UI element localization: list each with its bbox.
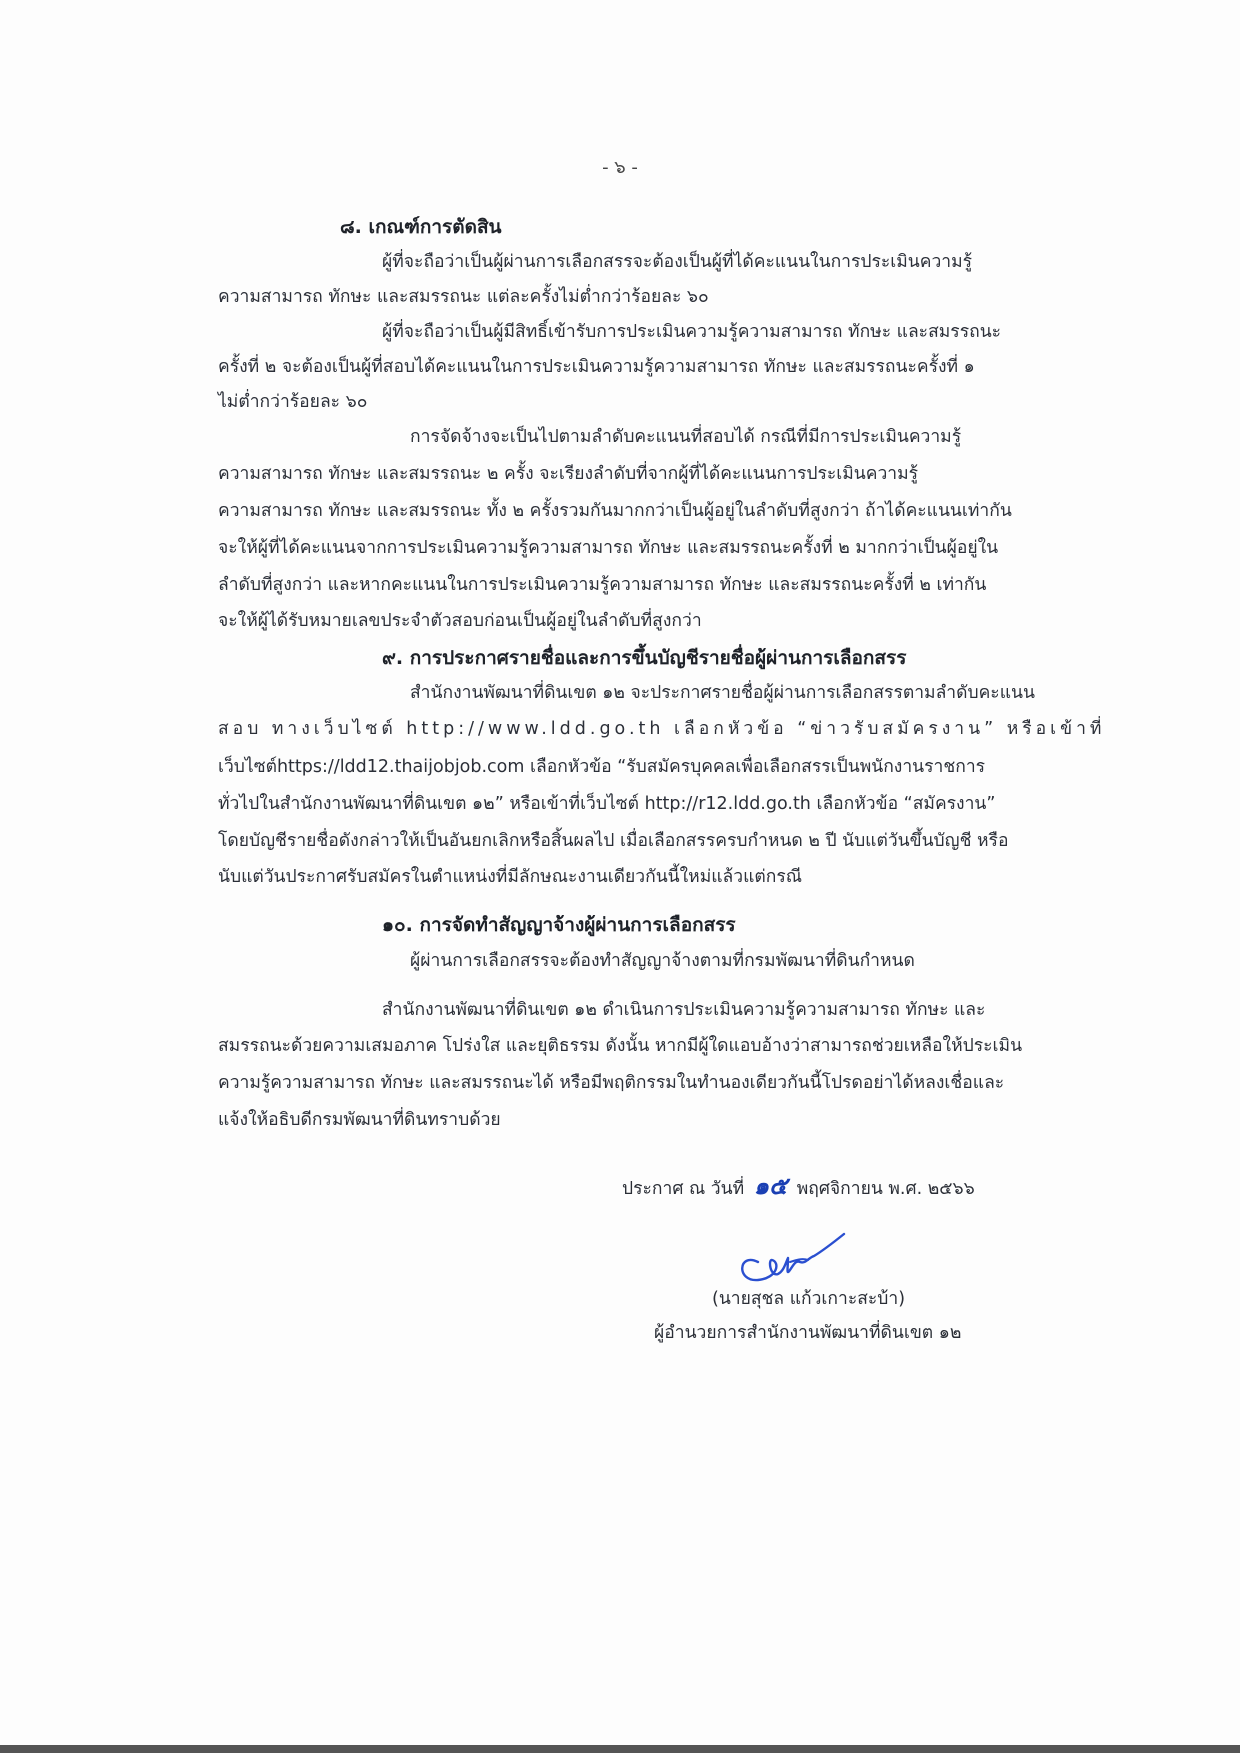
closing-line: แจ้งให้อธิบดีกรมพัฒนาที่ดินทราบด้วย xyxy=(218,1110,501,1130)
scan-bottom-edge xyxy=(0,1745,1240,1753)
section-8-line: การจัดจ้างจะเป็นไปตามลำดับคะแนนที่สอบได้ กรณีที่มีการประเมินความรู้ xyxy=(410,427,962,447)
section-8-line: ความสามารถ ทักษะ และสมรรถนะ ทั้ง ๒ ครั้งรวมกันมากกว่าเป็นผู้อยู่ในลำดับที่สูงกว่า ถ้าได้คะแนนเท่ากัน xyxy=(218,501,1012,521)
section-9-line: สอบ ทางเว็บไซต์ http://www.ldd.go.th เลือกหัวข้อ “ข่าวรับสมัครงาน” หรือเข้าที่ xyxy=(218,719,1106,739)
section-8-line: ครั้งที่ ๒ จะต้องเป็นผู้ที่สอบได้คะแนนในการประเมินความรู้ความสามารถ ทักษะ และสมรรถนะครั้งที่ ๑ xyxy=(218,357,975,377)
handwritten-signature xyxy=(728,1222,848,1292)
signer-name: (นายสุชล แก้วเกาะสะบ้า) xyxy=(712,1289,906,1309)
announcement-date xyxy=(622,1166,975,1205)
section-9-line: โดยบัญชีรายชื่อดังกล่าวให้เป็นอันยกเลิกหรือสิ้นผลไป เมื่อเลือกสรรครบกำหนด ๒ ปี นับแต่วันขึ้นบัญชี หรือ xyxy=(218,831,1009,851)
page-number: - ๖ - xyxy=(602,157,638,178)
section-8-line: ความสามารถ ทักษะ และสมรรถนะ ๒ ครั้ง จะเรียงลำดับที่จากผู้ที่ได้คะแนนการประเมินความรู้ xyxy=(218,464,919,484)
section-8-line: ผู้ที่จะถือว่าเป็นผู้ผ่านการเลือกสรรจะต้องเป็นผู้ที่ได้คะแนนในการประเมินความรู้ xyxy=(382,252,973,272)
announcement-suffix: พฤศจิกายน พ.ศ. ๒๕๖๖ xyxy=(796,1179,975,1199)
section-9-heading: ๙. การประกาศรายชื่อและการขึ้นบัญชีรายชื่อผู้ผ่านการเลือกสรร xyxy=(382,647,907,669)
section-10-heading: ๑๐. การจัดทำสัญญาจ้างผู้ผ่านการเลือกสรร xyxy=(382,914,736,936)
section-8-heading: ๘. เกณฑ์การตัดสิน xyxy=(340,216,502,238)
section-8-line: จะให้ผู้ที่ได้คะแนนจากการประเมินความรู้ความสามารถ ทักษะ และสมรรถนะครั้งที่ ๒ มากกว่าเป็นผู้อยู่ใน xyxy=(218,538,999,558)
section-10-line: ผู้ผ่านการเลือกสรรจะต้องทำสัญญาจ้างตามที่กรมพัฒนาที่ดินกำหนด xyxy=(410,951,915,971)
announcement-day: ๑๕ xyxy=(753,1172,788,1200)
signer-title: ผู้อำนวยการสำนักงานพัฒนาที่ดินเขต ๑๒ xyxy=(654,1323,962,1343)
closing-line: สมรรถนะด้วยความเสมอภาค โปร่งใส และยุติธรรม ดังนั้น หากมีผู้ใดแอบอ้างว่าสามารถช่วยเหลือให้ประเมิน xyxy=(218,1036,1023,1056)
closing-line: ความรู้ความสามารถ ทักษะ และสมรรถนะได้ หรือมีพฤติกรรมในทำนองเดียวกันนี้โปรดอย่าได้หลงเชื่อและ xyxy=(218,1073,1005,1093)
section-9-line: ทั่วไปในสำนักงานพัฒนาที่ดินเขต ๑๒” หรือเข้าที่เว็บไซต์ http://r12.ldd.go.th เลือกหัวข้อ “สมัครงาน” xyxy=(218,794,996,814)
section-9-line: สำนักงานพัฒนาที่ดินเขต ๑๒ จะประกาศรายชื่อผู้ผ่านการเลือกสรรตามลำดับคะแนน xyxy=(410,683,1035,703)
section-8-line: ผู้ที่จะถือว่าเป็นผู้มีสิทธิ์เข้ารับการประเมินความรู้ความสามารถ ทักษะ และสมรรถนะ xyxy=(382,322,1002,342)
closing-line: สำนักงานพัฒนาที่ดินเขต ๑๒ ดำเนินการประเมินความรู้ความสามารถ ทักษะ และ xyxy=(382,1000,986,1020)
section-8-line: ลำดับที่สูงกว่า และหากคะแนนในการประเมินความรู้ความสามารถ ทักษะ และสมรรถนะครั้งที่ ๒ เท่ากัน xyxy=(218,575,987,595)
announcement-prefix: ประกาศ ณ วันที่ xyxy=(622,1179,745,1199)
section-9-line: เว็บไซต์https://ldd12.thaijobjob.com เลือกหัวข้อ “รับสมัครบุคคลเพื่อเลือกสรรเป็นพนักงานราชการ xyxy=(218,757,986,777)
section-8-line: ไม่ต่ำกว่าร้อยละ ๖๐ xyxy=(218,392,368,412)
section-8-line: ความสามารถ ทักษะ และสมรรถนะ แต่ละครั้งไม่ต่ำกว่าร้อยละ ๖๐ xyxy=(218,287,709,307)
section-8-line: จะให้ผู้ได้รับหมายเลขประจำตัวสอบก่อนเป็นผู้อยู่ในลำดับที่สูงกว่า xyxy=(218,611,702,631)
section-9-line: นับแต่วันประกาศรับสมัครในตำแหน่งที่มีลักษณะงานเดียวกันนี้ใหม่แล้วแต่กรณี xyxy=(218,867,802,887)
